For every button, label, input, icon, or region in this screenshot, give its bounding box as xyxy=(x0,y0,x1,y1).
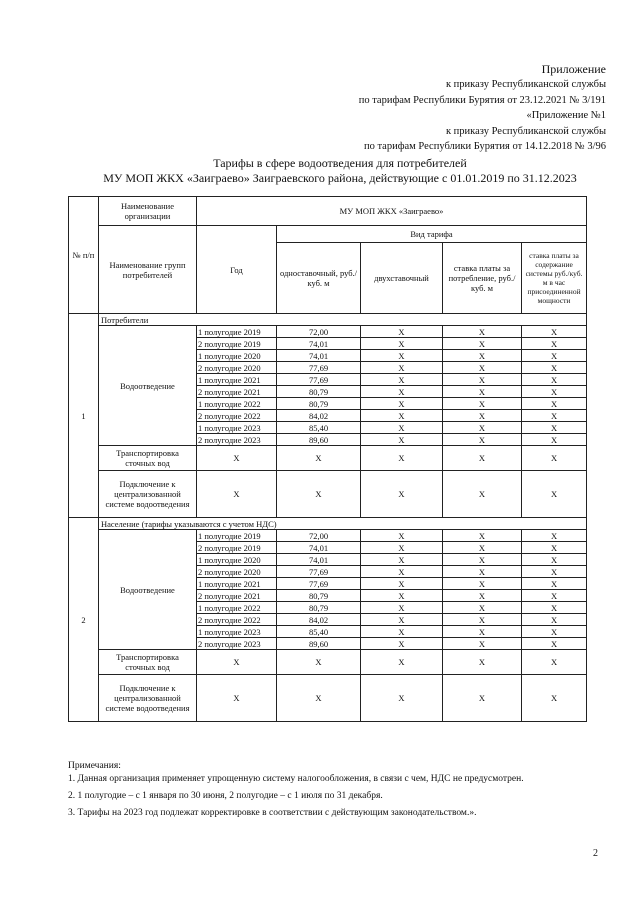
header-line: «Приложение №1 xyxy=(526,110,606,121)
table-row xyxy=(69,650,587,675)
tariff-value: 74,01 xyxy=(277,554,361,566)
period-cell: 1 полугодие 2021 xyxy=(197,374,277,386)
period-cell: 1 полугодие 2019 xyxy=(197,530,277,542)
period-cell: 1 полугодие 2023 xyxy=(197,422,277,434)
tariff-value: 72,00 xyxy=(277,326,361,338)
table-row xyxy=(69,471,587,518)
period-cell: 1 полугодие 2023 xyxy=(197,626,277,638)
period-cell: 2 полугодие 2022 xyxy=(197,410,277,422)
tariff-value: 85,40 xyxy=(277,626,361,638)
tariff-value: 74,01 xyxy=(277,350,361,362)
table-row xyxy=(69,530,587,542)
note-item: 2. 1 полугодие – с 1 января по 30 июня, 2 полугодие – с 1 июля по 31 декабря. xyxy=(68,791,383,801)
x-mark: X xyxy=(443,374,522,386)
connection-label: Подключение к централизованной системе водоотведения xyxy=(99,471,197,518)
x-mark: X xyxy=(522,578,587,590)
x-mark: X xyxy=(443,638,522,650)
x-mark: X xyxy=(361,566,443,578)
x-mark: X xyxy=(443,410,522,422)
period-cell: 2 полугодие 2019 xyxy=(197,338,277,350)
x-mark: X xyxy=(361,614,443,626)
period-cell: 2 полугодие 2020 xyxy=(197,362,277,374)
x-mark: X xyxy=(443,434,522,446)
x-mark: X xyxy=(443,326,522,338)
period-cell: 2 полугодие 2022 xyxy=(197,614,277,626)
transport-label: Транспортировка сточных вод xyxy=(99,446,197,471)
x-mark: X xyxy=(443,542,522,554)
x-mark: X xyxy=(522,386,587,398)
x-mark: X xyxy=(361,626,443,638)
x-mark: X xyxy=(443,566,522,578)
x-mark: X xyxy=(361,542,443,554)
x-mark: X xyxy=(522,362,587,374)
col-header-two-part: двухставочный xyxy=(361,243,443,314)
table-row xyxy=(69,446,587,471)
period-cell: 1 полугодие 2021 xyxy=(197,578,277,590)
x-mark: X xyxy=(361,338,443,350)
connection-label: Подключение к централизованной системе водоотведения xyxy=(99,675,197,722)
x-mark: X xyxy=(443,446,522,471)
notes-heading: Примечания: xyxy=(68,761,121,771)
tariff-value: 89,60 xyxy=(277,638,361,650)
period-cell: 1 полугодие 2020 xyxy=(197,554,277,566)
x-mark: X xyxy=(522,590,587,602)
x-mark: X xyxy=(361,374,443,386)
x-mark: X xyxy=(361,471,443,518)
service-name: Водоотведение xyxy=(99,326,197,446)
x-mark: X xyxy=(522,602,587,614)
tariff-value: 89,60 xyxy=(277,434,361,446)
period-cell: 2 полугодие 2020 xyxy=(197,566,277,578)
col-header-num: № п/п xyxy=(69,197,99,314)
x-mark: X xyxy=(522,410,587,422)
x-mark: X xyxy=(443,614,522,626)
tariff-value: 77,69 xyxy=(277,566,361,578)
x-mark: X xyxy=(197,446,277,471)
x-mark: X xyxy=(443,471,522,518)
tariff-value: 80,79 xyxy=(277,386,361,398)
x-mark: X xyxy=(522,675,587,722)
x-mark: X xyxy=(361,386,443,398)
x-mark: X xyxy=(443,554,522,566)
x-mark: X xyxy=(443,338,522,350)
header-line: по тарифам Республики Бурятия от 23.12.2021 № 3/191 xyxy=(358,94,606,106)
title-line-1: Тарифы в сфере водоотведения для потребителей xyxy=(213,156,467,170)
x-mark: X xyxy=(443,578,522,590)
table-row xyxy=(69,326,587,338)
x-mark: X xyxy=(361,446,443,471)
x-mark: X xyxy=(522,338,587,350)
x-mark: X xyxy=(361,350,443,362)
x-mark: X xyxy=(361,434,443,446)
table-row xyxy=(69,675,587,722)
x-mark: X xyxy=(361,675,443,722)
x-mark: X xyxy=(443,675,522,722)
transport-label: Транспортировка сточных вод xyxy=(99,650,197,675)
x-mark: X xyxy=(361,422,443,434)
col-header-org: Наименование организации xyxy=(99,197,197,226)
period-cell: 2 полугодие 2023 xyxy=(197,434,277,446)
x-mark: X xyxy=(522,350,587,362)
x-mark: X xyxy=(522,422,587,434)
tariff-type-header: Вид тарифа xyxy=(277,226,587,243)
tariff-table xyxy=(68,196,587,722)
x-mark: X xyxy=(522,566,587,578)
x-mark: X xyxy=(443,590,522,602)
x-mark: X xyxy=(443,386,522,398)
tariff-value: 77,69 xyxy=(277,362,361,374)
x-mark: X xyxy=(522,626,587,638)
notes-section xyxy=(68,760,598,820)
period-cell: 1 полугодие 2022 xyxy=(197,398,277,410)
x-mark: X xyxy=(361,398,443,410)
header-line: к приказу Республиканской службы xyxy=(445,79,606,90)
period-cell: 1 полугодие 2019 xyxy=(197,326,277,338)
section-title: Потребители xyxy=(99,314,587,326)
x-mark: X xyxy=(361,326,443,338)
x-mark: X xyxy=(277,650,361,675)
x-mark: X xyxy=(522,554,587,566)
x-mark: X xyxy=(361,650,443,675)
tariff-value: 77,69 xyxy=(277,374,361,386)
tariff-value: 84,02 xyxy=(277,614,361,626)
x-mark: X xyxy=(522,542,587,554)
tariff-value: 85,40 xyxy=(277,422,361,434)
x-mark: X xyxy=(361,530,443,542)
x-mark: X xyxy=(522,530,587,542)
period-cell: 1 полугодие 2022 xyxy=(197,602,277,614)
x-mark: X xyxy=(443,530,522,542)
header-line: Приложение xyxy=(541,62,606,76)
x-mark: X xyxy=(361,362,443,374)
x-mark: X xyxy=(443,362,522,374)
period-cell: 2 полугодие 2023 xyxy=(197,638,277,650)
x-mark: X xyxy=(197,650,277,675)
x-mark: X xyxy=(443,650,522,675)
tariff-value: 80,79 xyxy=(277,602,361,614)
tariff-value: 80,79 xyxy=(277,590,361,602)
x-mark: X xyxy=(522,374,587,386)
row-number: 1 xyxy=(69,314,99,518)
x-mark: X xyxy=(522,638,587,650)
x-mark: X xyxy=(443,398,522,410)
tariff-value: 80,79 xyxy=(277,398,361,410)
x-mark: X xyxy=(522,650,587,675)
service-name: Водоотведение xyxy=(99,530,197,650)
tariff-value: 84,02 xyxy=(277,410,361,422)
x-mark: X xyxy=(277,446,361,471)
document-header xyxy=(359,62,606,155)
x-mark: X xyxy=(522,434,587,446)
note-item: 1. Данная организация применяет упрощенную систему налогообложения, в связи с чем, НДС не предусмотрен. xyxy=(68,774,524,784)
section-title-row xyxy=(69,518,587,530)
col-header-year: Год xyxy=(197,226,277,314)
header-line: к приказу Республиканской службы xyxy=(445,125,606,137)
period-cell: 2 полугодие 2019 xyxy=(197,542,277,554)
x-mark: X xyxy=(522,326,587,338)
x-mark: X xyxy=(522,614,587,626)
col-header-maintenance: ставка платы за содержание системы руб./куб. м в час присоединенной мощности xyxy=(522,243,587,314)
period-cell: 1 полугодие 2020 xyxy=(197,350,277,362)
x-mark: X xyxy=(361,638,443,650)
x-mark: X xyxy=(522,398,587,410)
x-mark: X xyxy=(361,410,443,422)
tariff-value: 74,01 xyxy=(277,338,361,350)
period-cell: 2 полугодие 2021 xyxy=(197,386,277,398)
x-mark: X xyxy=(443,422,522,434)
x-mark: X xyxy=(443,626,522,638)
x-mark: X xyxy=(361,578,443,590)
page-number: 2 xyxy=(593,848,598,859)
tariff-value: 74,01 xyxy=(277,542,361,554)
x-mark: X xyxy=(522,471,587,518)
org-name: МУ МОП ЖКХ «Заиграево» xyxy=(197,197,587,226)
section-title-row xyxy=(69,314,587,326)
x-mark: X xyxy=(361,590,443,602)
x-mark: X xyxy=(197,471,277,518)
title-line-2: МУ МОП ЖКХ «Заиграево» Заиграевского района, действующие с 01.01.2019 по 31.12.2023 xyxy=(103,171,577,185)
col-header-one-part: одноставочный, руб./ куб. м xyxy=(277,243,361,314)
tariff-value: 72,00 xyxy=(277,530,361,542)
x-mark: X xyxy=(443,602,522,614)
x-mark: X xyxy=(361,554,443,566)
col-header-group: Наименование групп потребителей xyxy=(99,226,197,314)
header-line: по тарифам Республики Бурятия от 14.12.2018 № 3/96 xyxy=(363,141,606,152)
x-mark: X xyxy=(443,350,522,362)
note-item: 3. Тарифы на 2023 год подлежат корректировке в соответствии с действующим законодательством.». xyxy=(68,808,477,818)
tariff-value: 77,69 xyxy=(277,578,361,590)
x-mark: X xyxy=(277,675,361,722)
row-number: 2 xyxy=(69,518,99,722)
period-cell: 2 полугодие 2021 xyxy=(197,590,277,602)
x-mark: X xyxy=(277,471,361,518)
col-header-consumption: ставка платы за потребление, руб./ куб. м xyxy=(443,243,522,314)
section-title: Население (тарифы указываются с учетом НДС) xyxy=(99,518,587,530)
x-mark: X xyxy=(361,602,443,614)
document-title xyxy=(40,156,640,186)
x-mark: X xyxy=(197,675,277,722)
x-mark: X xyxy=(522,446,587,471)
